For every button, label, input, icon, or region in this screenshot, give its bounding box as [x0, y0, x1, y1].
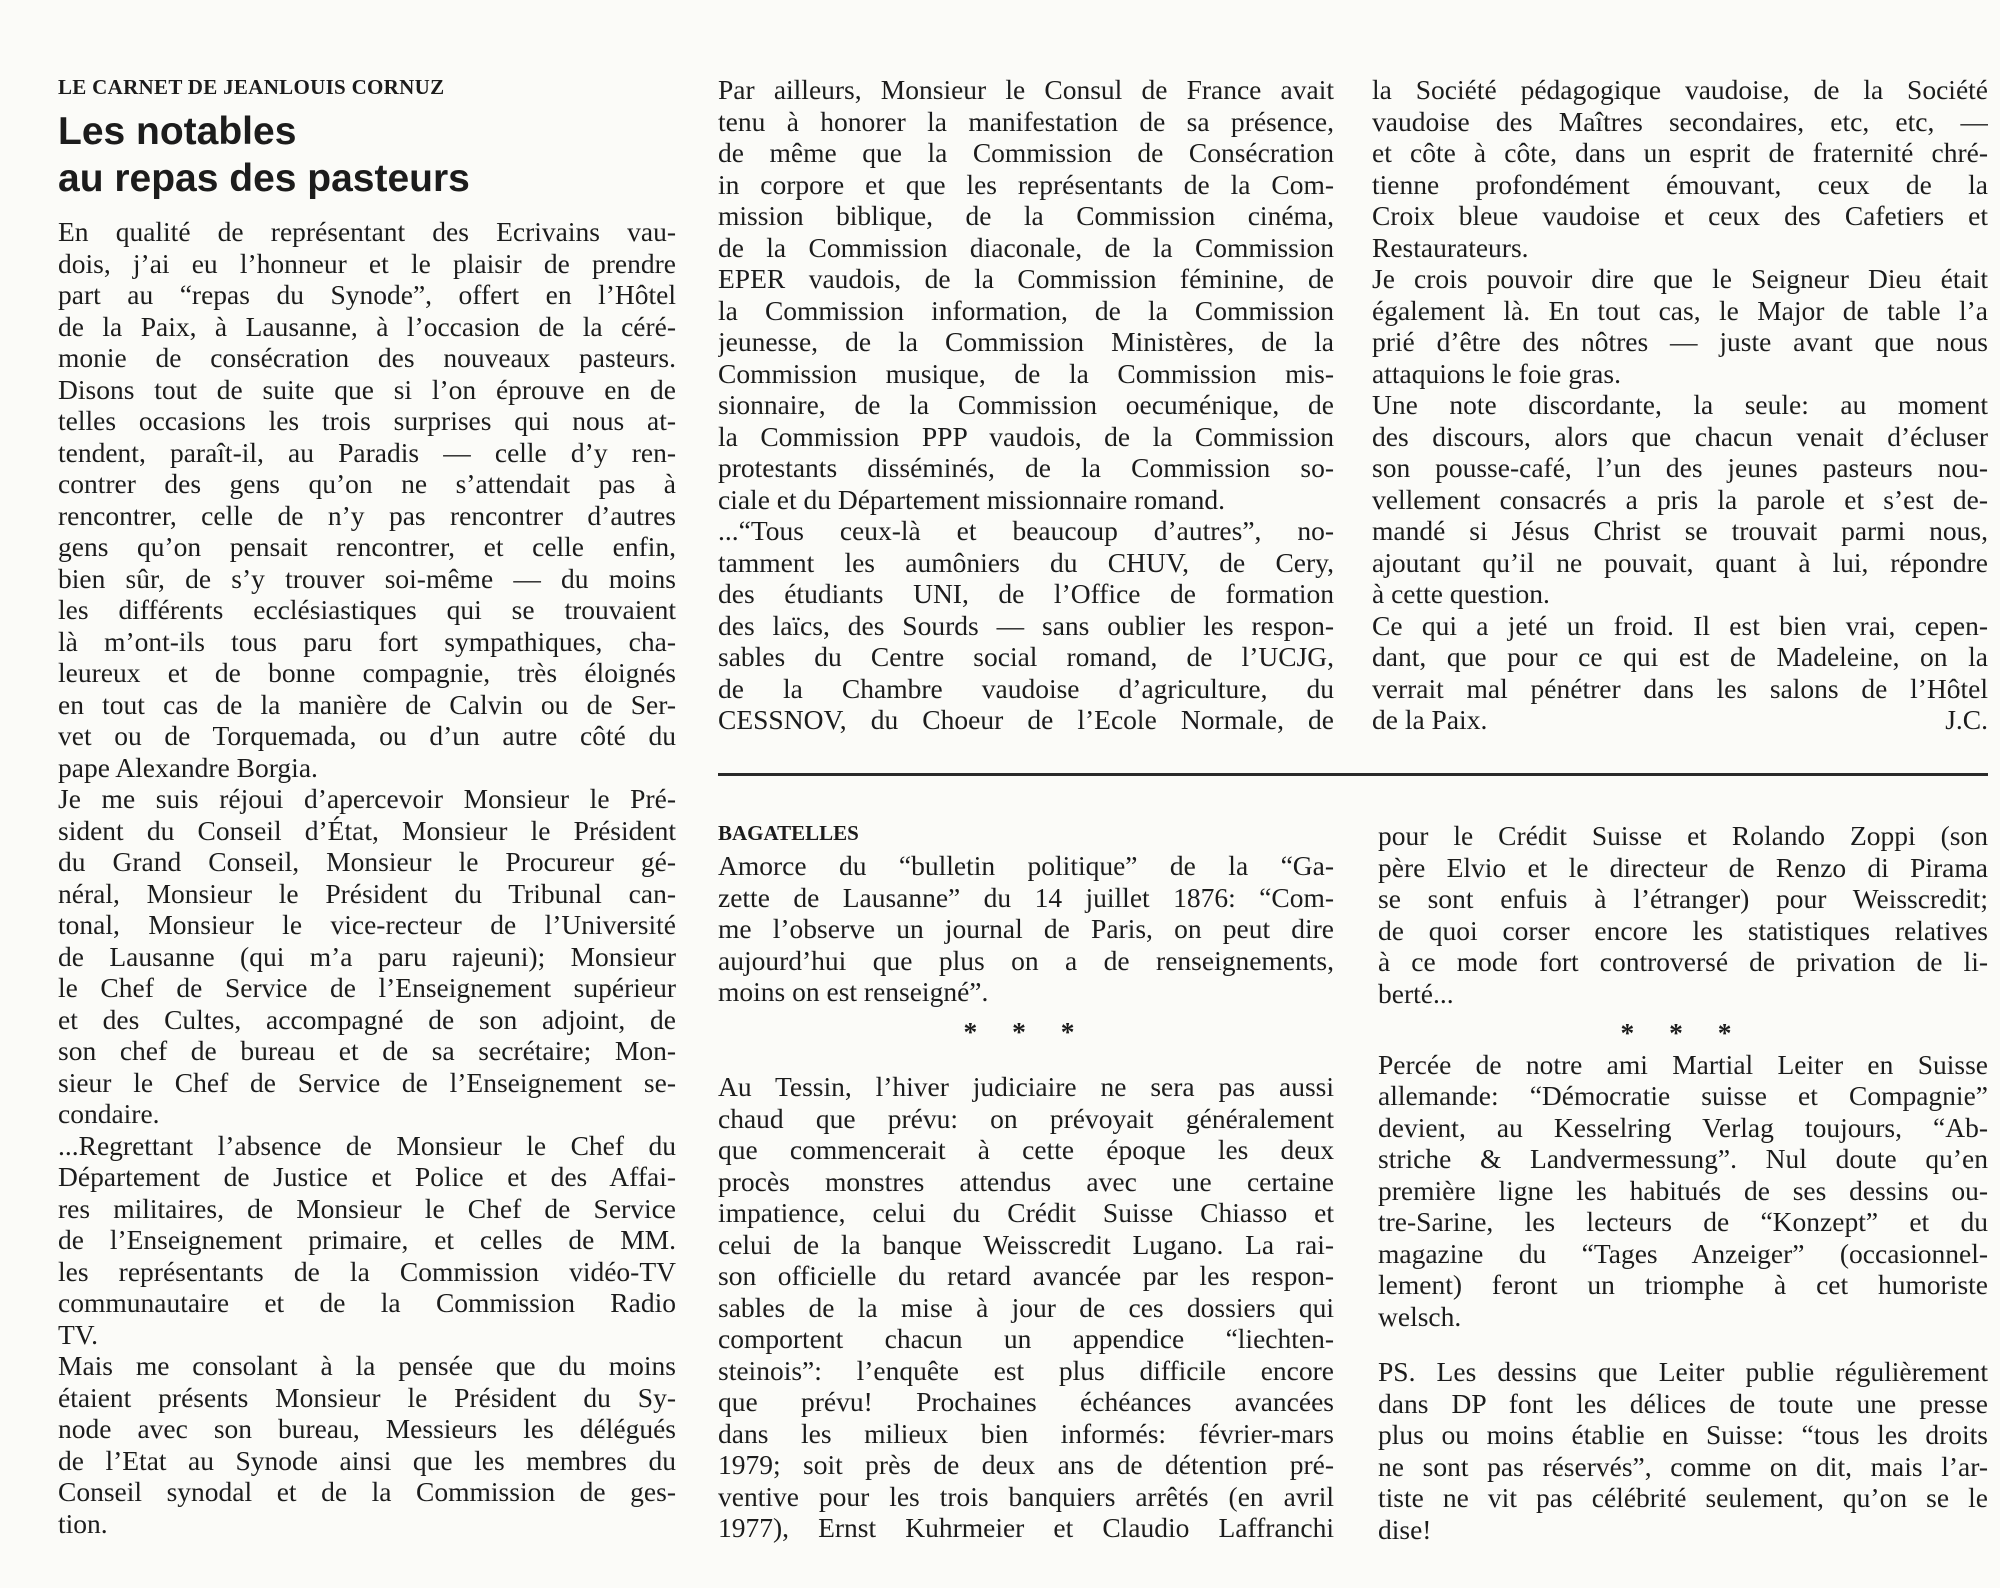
text-line: aujourd’hui que plus on a de renseignements, — [718, 944, 1334, 976]
text-line: ventive pour les trois banquiers arrêtés (en avril — [718, 1480, 1334, 1512]
text-line: son pousse-café, l’un des jeunes pasteurs nou- — [1372, 452, 1988, 483]
text-line: PS. Les dessins que Leiter publie régulièrement — [1378, 1356, 1988, 1387]
text-line: comportent chacun un appendice “liechten- — [718, 1323, 1334, 1354]
text-line: Par ailleurs, Monsieur le Consul de France avait — [718, 74, 1334, 105]
text-line: que commencerait à cette époque les deux — [718, 1134, 1334, 1165]
text-line: Je crois pouvoir dire que le Seigneur Dieu était — [1372, 263, 1988, 294]
text-line: bien sûr, de s’y trouver soi-même — du moins — [58, 562, 676, 594]
text-line: prié d’être des nôtres — juste avant que nous — [1372, 326, 1988, 357]
text-line: du Grand Conseil, Monsieur le Procureur gé- — [58, 846, 676, 877]
text-line: dois, j’ai eu l’honneur et le plaisir de prendre — [58, 247, 676, 279]
text-line: néral, Monsieur le Président du Tribunal can- — [58, 877, 676, 909]
text-line: de même que la Commission de Consécration — [718, 137, 1334, 168]
text-line: 1977), Ernst Kuhrmeier et Claudio Laffranchi — [718, 1512, 1334, 1543]
text-line: la Commission information, de la Commission — [718, 294, 1334, 326]
text-line: sieur le Chef de Service de l’Enseignement se- — [58, 1066, 676, 1098]
text-line: ...“Tous ceux-là et beaucoup d’autres”, no- — [718, 515, 1334, 546]
text-line: tion. — [58, 1507, 108, 1539]
text-line: en tout cas de la manière de Calvin ou de Ser- — [58, 688, 676, 720]
carnet-signature-line — [1372, 704, 1988, 736]
bagatelles-column-3 — [1378, 820, 1988, 1545]
text-line: res militaires, de Monsieur le Chef de Service — [58, 1192, 676, 1224]
text-line: telles occasions les trois surprises qui nous at- — [58, 405, 676, 436]
text-line: sident du Conseil d’État, Monsieur le Président — [58, 814, 676, 846]
text-line: des laïcs, des Sourds — sans oublier les respon- — [718, 609, 1334, 641]
text-line: Commission musique, de la Commission mis- — [718, 357, 1334, 389]
text-line: me l’observe un journal de Paris, on peut dire — [718, 913, 1334, 944]
text-line: magazine du “Tages Anzeiger” (occasionnel- — [1378, 1237, 1988, 1269]
text-line: attaquions le foie gras. — [1372, 357, 1621, 389]
text-line: étaient présents Monsieur le Président du Sy- — [58, 1381, 676, 1413]
text-line: Amorce du “bulletin politique” de la “Ga- — [718, 850, 1334, 881]
text-line: et côte à côte, dans un esprit de fraternité chré- — [1372, 137, 1988, 168]
text-line: de la Commission diaconale, de la Commission — [718, 231, 1334, 263]
text-line: de la Paix, à Lausanne, à l’occasion de la céré- — [58, 310, 676, 342]
text-line: En qualité de représentant des Ecrivains vau- — [58, 216, 676, 247]
text-line: rencontrer, celle de n’y pas rencontrer d’autres — [58, 499, 676, 531]
text-line: vet ou de Torquemada, ou d’un autre côté du — [58, 720, 676, 751]
text-line: node avec son bureau, Messieurs les délégués — [58, 1413, 676, 1444]
text-line: zette de Lausanne” du 14 juillet 1876: “Com- — [718, 881, 1334, 913]
text-line: Croix bleue vaudoise et ceux des Cafetiers et — [1372, 200, 1988, 231]
text-line: tonal, Monsieur le vice-recteur de l’Université — [58, 909, 676, 940]
text-line: dant, que pour ce qui est de Madeleine, on la — [1372, 641, 1988, 672]
text-line: protestants disséminés, de la Commission so- — [718, 452, 1334, 483]
text-line: vellement consacrés a pris la parole et s’est de- — [1372, 483, 1988, 515]
carnet-column-1 — [58, 72, 676, 1539]
text-line: dans DP font les délices de toute une presse — [1378, 1387, 1988, 1419]
stars-separator: * * * — [963, 1015, 1089, 1047]
text-line: de Lausanne (qui m’a paru rajeuni); Monsieur — [58, 940, 676, 972]
text-line: des discours, alors que chacun venait d’écluser — [1372, 420, 1988, 452]
text-line: plus ou moins établie en Suisse: “tous les droits — [1378, 1419, 1988, 1450]
text-line: Ce qui a jeté un froid. Il est bien vrai, cepen- — [1372, 609, 1988, 641]
text-line: les différents ecclésiastiques qui se trouvaient — [58, 594, 676, 625]
text-line: impatience, celui du Crédit Suisse Chiasso et — [718, 1197, 1334, 1228]
text-line: Restaurateurs. — [1372, 231, 1529, 263]
text-line: à cette question. — [1372, 578, 1550, 609]
text-line: lement) feront un triomphe à cet humoriste — [1378, 1269, 1988, 1300]
bagatelles-text-2a — [718, 850, 1334, 1008]
last-line-text: de la Paix. — [1372, 704, 1488, 735]
text-line: Conseil synodal et de la Commission de ges- — [58, 1476, 676, 1507]
text-line: de la Chambre vaudoise d’agriculture, du — [718, 672, 1334, 704]
text-line: contrer des gens qu’on ne s’attendait pas à — [58, 468, 676, 499]
text-line: tenu à honorer la manifestation de sa présence, — [718, 105, 1334, 137]
text-line: sables de la mise à jour de ces dossiers qui — [718, 1291, 1334, 1323]
text-line: ...Regrettant l’absence de Monsieur le Chef du — [58, 1129, 676, 1161]
text-line: Mais me consolant à la pensée que du moins — [58, 1350, 676, 1381]
text-line: chaud que prévu: on prévoyait généralement — [718, 1102, 1334, 1134]
text-line: la Société pédagogique vaudoise, de la Société — [1372, 74, 1988, 105]
article-headline — [58, 108, 676, 202]
text-line: moins on est renseigné”. — [718, 976, 989, 1007]
text-line: EPER vaudois, de la Commission féminine, de — [718, 263, 1334, 294]
text-line: allemande: “Démocratie suisse et Compagnie” — [1378, 1080, 1988, 1111]
bagatelles-text-3a — [1378, 820, 1988, 1009]
text-line: monie de consécration des nouveaux pasteurs. — [58, 342, 676, 373]
section-divider — [718, 773, 1988, 776]
text-line: procès monstres attendus avec une certaine — [718, 1165, 1334, 1197]
text-line: les représentants de la Commission vidéo-TV — [58, 1255, 676, 1287]
text-line: Département de Justice et Police et des Affai- — [58, 1161, 676, 1192]
text-line: leureux et de bonne compagnie, très éloignés — [58, 657, 676, 688]
text-line: striche & Landvermessung”. Nul doute qu’en — [1378, 1143, 1988, 1174]
carnet-text-col-3 — [1372, 74, 1988, 704]
text-line: là m’ont-ils tous paru fort sympathiques, cha- — [58, 625, 676, 657]
carnet-column-2 — [718, 74, 1334, 736]
text-line: steinois”: l’enquête est plus difficile encore — [718, 1354, 1334, 1386]
text-line: part au “repas du Synode”, offert en l’Hôtel — [58, 279, 676, 310]
text-line: Je me suis réjoui d’apercevoir Monsieur le Pré- — [58, 783, 676, 814]
text-line: CESSNOV, du Choeur de l’Ecole Normale, de — [718, 704, 1334, 735]
text-line: communautaire et de la Commission Radio — [58, 1287, 676, 1318]
text-line: première ligne les habitués de ses dessins ou- — [1378, 1174, 1988, 1206]
text-line: tiste ne vit pas célébrité seulement, qu’on se le — [1378, 1482, 1988, 1513]
text-line: dise! — [1378, 1513, 1432, 1545]
bagatelles-text-3c — [1378, 1356, 1988, 1545]
bagatelles-text-3b — [1378, 1049, 1988, 1333]
bagatelles-label: BAGATELLES — [718, 821, 859, 845]
text-line: sionnaire, de la Commission oecuménique, de — [718, 389, 1334, 420]
text-line: welsch. — [1378, 1300, 1462, 1332]
text-line: in corpore et que les représentants de la Com- — [718, 168, 1334, 200]
headline-line-2: au repas des pasteurs — [58, 157, 470, 200]
text-line: ne sont pas réservés”, comme on dit, mais l’ar- — [1378, 1450, 1988, 1482]
text-line: son chef de bureau et de sa secrétaire; Mon- — [58, 1035, 676, 1066]
text-line: tienne profondément émouvant, ceux de la — [1372, 168, 1988, 200]
section-kicker: LE CARNET DE JEANLOUIS CORNUZ — [58, 75, 445, 99]
text-line: verrait mal pénétrer dans les salons de l’Hôtel — [1372, 672, 1988, 704]
text-line: de l’Etat au Synode ainsi que les membres du — [58, 1444, 676, 1476]
text-line: Au Tessin, l’hiver judiciaire ne sera pas aussi — [718, 1071, 1334, 1102]
text-line: dans les milieux bien informés: février-mars — [718, 1417, 1334, 1449]
text-line: devient, au Kesselring Verlag toujours, “Ab- — [1378, 1111, 1988, 1143]
text-line: ajoutant qu’il ne pouvait, quant à lui, répondre — [1372, 546, 1988, 578]
text-line: mandé si Jésus Christ se trouvait parmi nous, — [1372, 515, 1988, 546]
text-line: vaudoise des Maîtres secondaires, etc, etc, — — [1372, 105, 1988, 137]
text-line: également là. En tout cas, le Major de table l’a — [1372, 294, 1988, 326]
carnet-text-col-2 — [718, 74, 1334, 736]
text-line: Percée de notre ami Martial Leiter en Suisse — [1378, 1048, 1988, 1080]
text-line: 1979; soit près de deux ans de détention pré- — [718, 1449, 1334, 1480]
author-signature: J.C. — [1945, 704, 1988, 735]
text-line: et des Cultes, accompagné de son adjoint, de — [58, 1003, 676, 1035]
carnet-column-3 — [1372, 74, 1988, 736]
text-line: le Chef de Service de l’Enseignement supérieur — [58, 972, 676, 1003]
text-line: sables du Centre social romand, de l’UCJG, — [718, 641, 1334, 672]
text-line: celui de la banque Weisscredit Lugano. La rai- — [718, 1228, 1334, 1260]
text-line: jeunesse, de la Commission Ministères, de la — [718, 326, 1334, 357]
text-line: de l’Enseignement primaire, et celles de MM. — [58, 1224, 676, 1255]
text-line: berté... — [1378, 977, 1454, 1009]
text-line: son officielle du retard avancée par les respon- — [718, 1260, 1334, 1291]
stars-separator-2: * * * — [1620, 1017, 1746, 1048]
text-line: des étudiants UNI, de l’Office de formation — [718, 578, 1334, 609]
text-line: condaire. — [58, 1098, 160, 1129]
bagatelles-column-2 — [718, 816, 1334, 1544]
text-line: TV. — [58, 1318, 98, 1350]
text-line: de quoi corser encore les statistiques relatives — [1378, 914, 1988, 946]
text-line: ciale et du Département missionnaire romand. — [718, 483, 1226, 515]
text-line: tre-Sarine, les lecteurs de “Konzept” et du — [1378, 1206, 1988, 1237]
text-line: la Commission PPP vaudois, de la Commission — [718, 420, 1334, 452]
text-line: gens qu’on pensait rencontrer, et celle enfin, — [58, 531, 676, 562]
text-line: pour le Crédit Suisse et Rolando Zoppi (son — [1378, 820, 1988, 851]
text-line: pape Alexandre Borgia. — [58, 751, 318, 783]
text-line: se sont enfuis à l’étranger) pour Weisscredit; — [1378, 883, 1988, 914]
text-line: Une note discordante, la seule: au moment — [1372, 389, 1988, 420]
text-line: à ce mode fort controversé de privation de li- — [1378, 946, 1988, 977]
text-line: que prévu! Prochaines échéances avancées — [718, 1386, 1334, 1417]
bagatelles-text-2b — [718, 1071, 1334, 1544]
text-line: Disons tout de suite que si l’on éprouve en de — [58, 373, 676, 405]
headline-line-1: Les notables — [58, 110, 297, 153]
text-line: tendent, paraît-il, au Paradis — celle d’y ren- — [58, 436, 676, 468]
text-line: père Elvio et le directeur de Renzo di Pirama — [1378, 851, 1988, 883]
text-line: tamment les aumôniers du CHUV, de Cery, — [718, 546, 1334, 578]
carnet-text-col-1 — [58, 216, 676, 1539]
text-line: mission biblique, de la Commission cinéma, — [718, 200, 1334, 231]
